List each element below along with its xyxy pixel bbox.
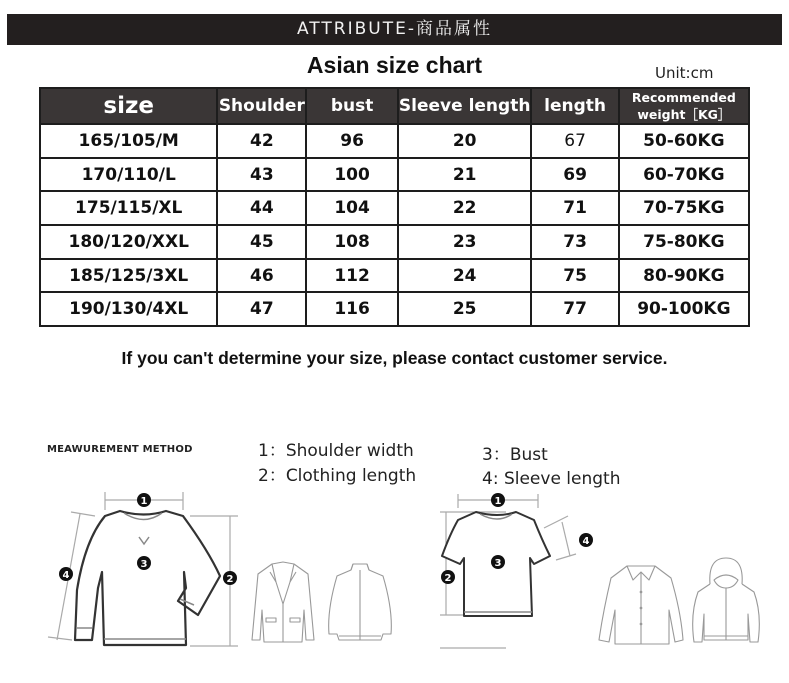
cell-sleeve: 21 — [398, 158, 532, 192]
marker-3-icon — [491, 555, 505, 569]
cell-weight: 60-70KG — [619, 158, 749, 192]
cell-weight: 90-100KG — [619, 292, 749, 326]
marker-2-icon — [441, 570, 455, 584]
header-weight-line2: weight［KG］ — [637, 107, 731, 122]
header-sleeve-length: Sleeve length — [398, 88, 532, 124]
measurement-legend-left — [258, 439, 416, 489]
cell-bust: 104 — [306, 191, 398, 225]
marker-4-icon — [579, 533, 593, 547]
svg-text:2: 2 — [444, 573, 452, 584]
header-bust: bust — [306, 88, 398, 124]
legend-item-sleeve-length: 4: Sleeve length — [482, 469, 621, 489]
attribute-banner: ATTRIBUTE-商品属性 — [7, 14, 782, 45]
legend-item-shoulder-width: 1：Shoulder width — [258, 441, 414, 461]
cell-size: 175/115/XL — [40, 191, 217, 225]
cell-length: 77 — [531, 292, 618, 326]
sweater-measurement-diagram — [40, 480, 240, 650]
cell-bust: 108 — [306, 225, 398, 259]
cell-length: 75 — [531, 259, 618, 293]
table-row — [40, 158, 749, 192]
shirt-sketch — [597, 562, 687, 652]
unit-label: Unit:cm — [655, 64, 714, 82]
cell-size: 170/110/L — [40, 158, 217, 192]
cell-sleeve: 23 — [398, 225, 532, 259]
header-recommended-weight — [619, 88, 749, 124]
cell-weight: 75-80KG — [619, 225, 749, 259]
cell-weight: 50-60KG — [619, 124, 749, 158]
cell-length: 69 — [531, 158, 618, 192]
cell-length: 71 — [531, 191, 618, 225]
cell-sleeve: 24 — [398, 259, 532, 293]
svg-text:2: 2 — [226, 574, 234, 585]
cell-bust: 96 — [306, 124, 398, 158]
cell-bust: 116 — [306, 292, 398, 326]
cell-shoulder: 46 — [217, 259, 306, 293]
marker-1-icon — [137, 493, 151, 507]
cell-shoulder: 45 — [217, 225, 306, 259]
table-row — [40, 225, 749, 259]
table-row — [40, 124, 749, 158]
tshirt-measurement-diagram — [436, 490, 596, 630]
hoodie-sketch — [690, 554, 762, 650]
legend-item-clothing-length: 2：Clothing length — [258, 466, 417, 486]
cell-bust: 112 — [306, 259, 398, 293]
size-table — [39, 87, 750, 327]
cell-sleeve: 20 — [398, 124, 532, 158]
svg-text:3: 3 — [140, 559, 148, 570]
cell-sleeve: 25 — [398, 292, 532, 326]
cell-bust: 100 — [306, 158, 398, 192]
svg-text:4: 4 — [62, 570, 70, 581]
cell-size: 165/105/M — [40, 124, 217, 158]
table-row — [40, 191, 749, 225]
table-header-row — [40, 88, 749, 124]
header-shoulder: Shoulder — [217, 88, 306, 124]
cell-size: 180/120/XXL — [40, 225, 217, 259]
marker-1-icon — [491, 493, 505, 507]
marker-3-icon — [137, 556, 151, 570]
svg-text:1: 1 — [140, 496, 148, 507]
cell-shoulder: 43 — [217, 158, 306, 192]
marker-4-icon — [59, 567, 73, 581]
cell-shoulder: 42 — [217, 124, 306, 158]
contact-note: If you can't determine your size, please contact customer service. — [121, 348, 668, 368]
legend-item-bust: 3：Bust — [482, 445, 548, 465]
cell-sleeve: 22 — [398, 191, 532, 225]
header-size: size — [40, 88, 217, 124]
cell-weight: 70-75KG — [619, 191, 749, 225]
table-row — [40, 259, 749, 293]
cell-shoulder: 47 — [217, 292, 306, 326]
cell-shoulder: 44 — [217, 191, 306, 225]
chart-title: Asian size chart — [306, 52, 483, 78]
svg-text:3: 3 — [494, 558, 502, 569]
cell-size: 185/125/3XL — [40, 259, 217, 293]
cell-length: 67 — [531, 124, 618, 158]
cell-weight: 80-90KG — [619, 259, 749, 293]
svg-text:4: 4 — [582, 536, 590, 547]
table-row — [40, 292, 749, 326]
measurement-legend-right — [482, 443, 621, 491]
header-weight-line1: Recommended — [631, 90, 736, 105]
measurement-method-heading: MEAWUREMENT METHOD — [47, 444, 193, 455]
header-length: length — [531, 88, 618, 124]
marker-2-icon — [223, 571, 237, 585]
blazer-sketch — [250, 560, 316, 646]
zip-jacket-sketch — [325, 560, 395, 646]
svg-text:1: 1 — [494, 496, 502, 507]
cell-length: 73 — [531, 225, 618, 259]
cell-size: 190/130/4XL — [40, 292, 217, 326]
